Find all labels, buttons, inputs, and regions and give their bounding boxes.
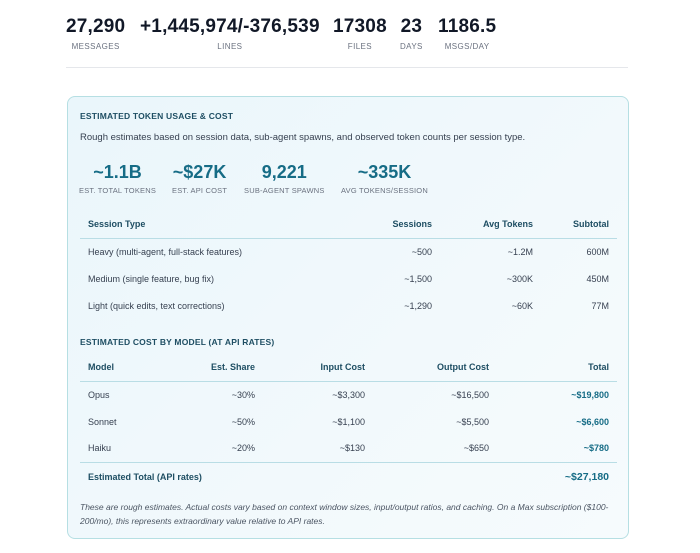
table-cell: Heavy (multi-agent, full-stack features) — [88, 246, 243, 257]
total-label: Estimated Total (API rates) — [80, 462, 497, 491]
table-cell: 600M — [586, 246, 609, 257]
column-header: Sessions — [380, 211, 440, 238]
card-description: Rough estimates based on session data, sub-agent spawns, and observed token counts per session type. — [80, 132, 526, 143]
table-cell: ~20% — [231, 443, 255, 454]
stat-value: 17308 — [333, 16, 387, 37]
stat-label: MESSAGES — [71, 42, 120, 51]
table-cell: ~$16,500 — [451, 389, 489, 400]
table-cell: ~500 — [411, 246, 432, 257]
kpi-api-cost — [172, 161, 227, 195]
column-header: Est. Share — [170, 354, 263, 381]
model-cost-table — [80, 354, 617, 491]
total-row — [80, 462, 617, 491]
column-header: Output Cost — [373, 354, 497, 381]
stat-value: 1186.5 — [438, 16, 497, 37]
column-header: Model — [80, 354, 170, 381]
table-row — [80, 381, 617, 408]
column-header: Input Cost — [263, 354, 373, 381]
footnote: These are rough estimates. Actual costs vary based on context window sizes, input/output ratios, and caching. On a Max subscription ($100-200/mo), this represents extraordinary value relative to API rates. — [80, 502, 609, 526]
table-cell: ~300K — [506, 273, 533, 284]
table-cell: ~$3,300 — [332, 389, 365, 400]
table-cell: ~$19,800 — [571, 389, 609, 400]
table-cell: ~$650 — [463, 443, 489, 454]
table-cell: 77M — [591, 300, 609, 311]
table-cell: ~30% — [231, 389, 255, 400]
stat-label: MSGS/DAY — [444, 42, 490, 51]
table-cell: ~1,290 — [404, 300, 432, 311]
stat-value: 23 — [400, 16, 423, 37]
column-header: Subtotal — [541, 211, 617, 238]
kpi-avg-tokens — [341, 161, 428, 195]
kpi-label: AVG TOKENS/SESSION — [341, 186, 428, 195]
table-cell: Light (quick edits, text corrections) — [88, 300, 225, 311]
column-header: Total — [497, 354, 617, 381]
stat-label: FILES — [347, 42, 373, 51]
kpi-label: EST. API COST — [172, 186, 228, 195]
stat-label: LINES — [217, 42, 243, 51]
table-cell: ~50% — [231, 416, 255, 427]
kpi-label: EST. TOTAL TOKENS — [79, 186, 157, 195]
model-cost-section-title: ESTIMATED COST BY MODEL (AT API RATES) — [80, 337, 275, 347]
table-cell: Haiku — [88, 443, 112, 454]
kpi-total-tokens — [79, 161, 156, 195]
table-cell: Medium (single feature, bug fix) — [88, 273, 215, 284]
stat-lines — [140, 16, 320, 51]
table-cell: ~$6,600 — [576, 416, 609, 427]
stat-days — [400, 16, 423, 51]
stat-msgs-per-day — [438, 16, 496, 51]
kpi-value: ~335K — [357, 162, 412, 182]
table-row — [80, 238, 617, 265]
column-header: Session Type — [80, 211, 380, 238]
table-cell: ~60K — [511, 300, 533, 311]
table-cell: ~$5,500 — [456, 416, 489, 427]
table-row — [80, 292, 617, 319]
table-row — [80, 265, 617, 292]
table-cell: ~1.2M — [507, 246, 533, 257]
table-cell: ~$130 — [339, 443, 365, 454]
kpi-subagent-spawns — [244, 161, 325, 195]
table-row — [80, 435, 617, 462]
stat-label: DAYS — [400, 42, 423, 51]
table-cell: ~1,500 — [404, 273, 432, 284]
stat-files — [333, 16, 387, 51]
kpi-value: ~1.1B — [93, 162, 142, 182]
table-header-row — [80, 354, 617, 381]
kpi-value: ~$27K — [172, 162, 227, 182]
total-value: ~$27,180 — [497, 462, 617, 491]
kpi-value: 9,221 — [261, 162, 307, 182]
summary-stats-bar — [66, 16, 628, 68]
table-cell: 450M — [586, 273, 609, 284]
stat-value: 27,290 — [66, 16, 126, 37]
column-header: Avg Tokens — [440, 211, 541, 238]
session-type-table — [80, 211, 617, 319]
table-cell: ~$780 — [583, 443, 609, 454]
stat-messages — [66, 16, 125, 51]
card-title: ESTIMATED TOKEN USAGE & COST — [80, 111, 234, 121]
table-cell: Opus — [88, 389, 110, 400]
token-usage-card — [67, 96, 629, 539]
table-cell: ~$1,100 — [332, 416, 365, 427]
table-row — [80, 408, 617, 435]
table-header-row — [80, 211, 617, 238]
table-cell: Sonnet — [88, 416, 117, 427]
stat-value: +1,445,974/-376,539 — [140, 16, 320, 37]
kpi-label: SUB-AGENT SPAWNS — [244, 186, 325, 195]
